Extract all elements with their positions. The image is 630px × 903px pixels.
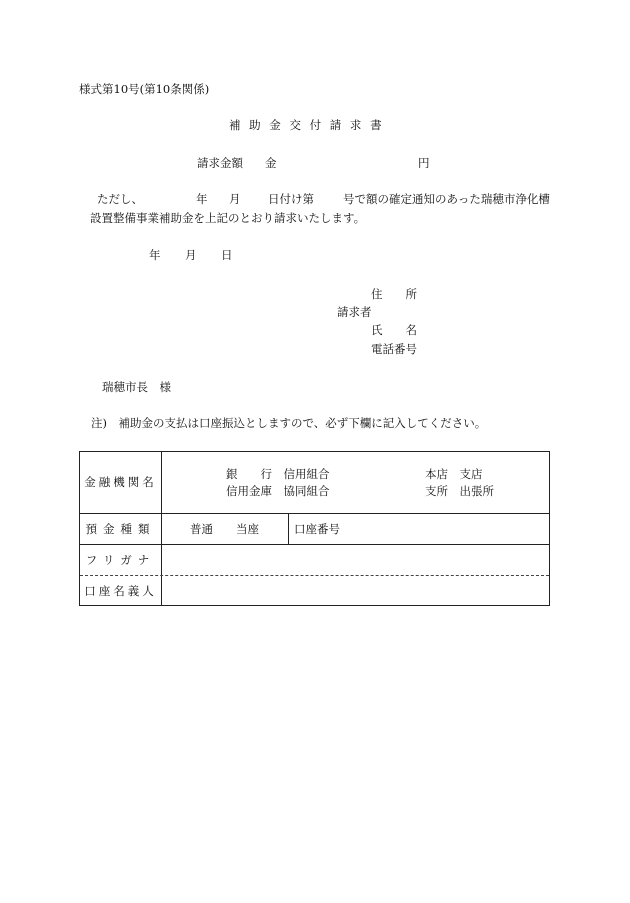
account-holder-label: 口座名義人 bbox=[84, 584, 157, 598]
account-holder-field[interactable] bbox=[164, 578, 546, 604]
amount-unit: 円 bbox=[418, 156, 430, 170]
account-type-label: 預金種類 bbox=[85, 522, 156, 536]
claimant-label: 請求者 bbox=[337, 305, 372, 319]
body-lead: ただし、 bbox=[97, 192, 143, 206]
account-number-label: 口座番号 bbox=[294, 522, 340, 536]
label-column-divider bbox=[161, 452, 162, 605]
row-divider-dashed bbox=[80, 575, 549, 576]
furigana-field[interactable] bbox=[164, 547, 546, 573]
row-divider-2 bbox=[80, 544, 549, 545]
amount-label: 請求金額 bbox=[197, 156, 243, 170]
date-month: 月 bbox=[185, 248, 197, 262]
branch-types-line-1: 本店 支店 bbox=[425, 467, 483, 481]
claimant-phone-label: 電話番号 bbox=[371, 342, 417, 356]
furigana-label: フリガナ bbox=[85, 553, 156, 567]
date-day: 日 bbox=[221, 248, 233, 262]
body-month: 月 bbox=[229, 192, 241, 206]
form-number: 様式第10号(第10条関係) bbox=[79, 82, 210, 96]
account-type-options: 普通 当座 bbox=[190, 522, 259, 536]
payment-note: 注) 補助金の支払は口座振込としますので、必ず下欄に記入してください。 bbox=[91, 416, 487, 430]
institution-label: 金融機関名 bbox=[84, 475, 157, 489]
row-divider-1 bbox=[80, 513, 549, 514]
addressee: 瑞穂市長 様 bbox=[102, 380, 171, 394]
page-title: 補 助 金 交 付 請 求 書 bbox=[229, 118, 384, 132]
body-line-2: 設置整備事業補助金を上記のとおり請求いたします。 bbox=[90, 211, 366, 225]
account-number-field[interactable] bbox=[362, 516, 546, 542]
account-number-divider bbox=[288, 513, 289, 544]
amount-prefix: 金 bbox=[265, 156, 277, 170]
claimant-name-label: 氏 名 bbox=[371, 323, 417, 337]
institution-types-line-1: 銀 行 信用組合 bbox=[226, 467, 330, 481]
body-year: 年 bbox=[196, 192, 208, 206]
body-day-suffix: 日付け第 bbox=[268, 192, 314, 206]
date-year: 年 bbox=[149, 248, 161, 262]
branch-types-line-2: 支所 出張所 bbox=[425, 484, 494, 498]
claimant-address-label: 住 所 bbox=[371, 287, 417, 301]
institution-types-line-2: 信用金庫 協同組合 bbox=[226, 484, 330, 498]
bank-account-table bbox=[79, 451, 550, 606]
body-rest: 号で額の確定通知のあった瑞穂市浄化槽 bbox=[343, 192, 550, 206]
